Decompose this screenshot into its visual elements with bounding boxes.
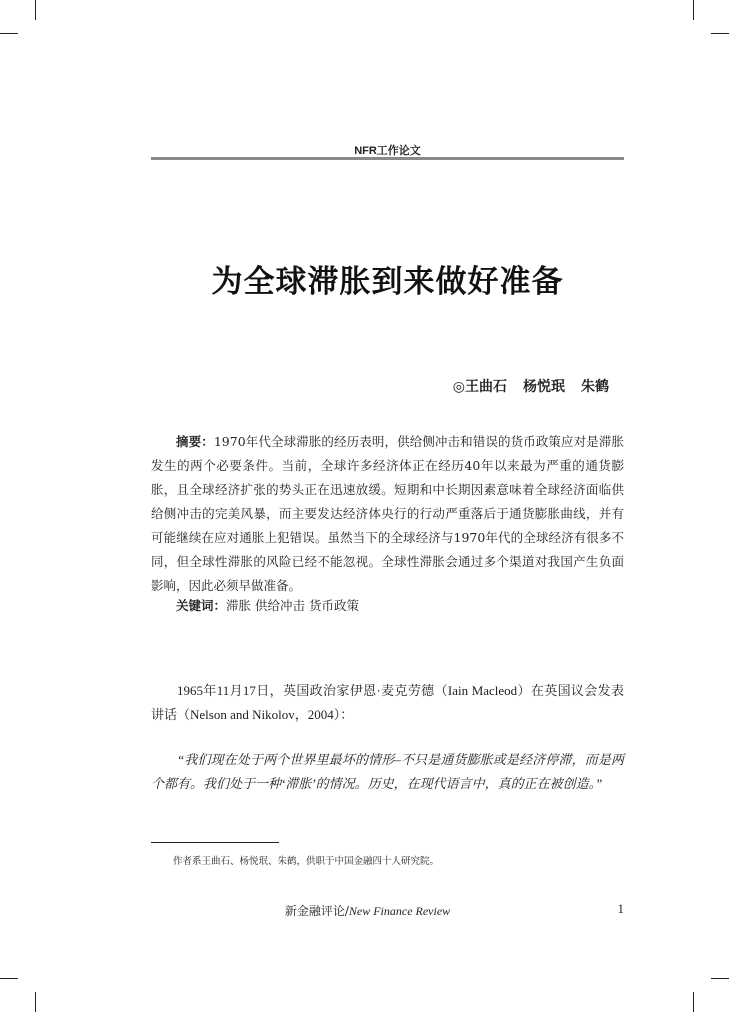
crop-mark-top-right-horizontal	[711, 33, 729, 34]
running-header: NFR工作论文	[354, 145, 421, 157]
block-quote: “我们现在处于两个世界里最坏的情形–不只是通货膨胀或是经济停滞，而是两个都有。我们处于一种‘滞胀’的情况。历史，在现代语言中，真的正在被创造。”	[151, 752, 624, 791]
journal-name-en: New Finance Review	[348, 904, 451, 918]
header-rule	[151, 157, 624, 160]
crop-mark-bottom-left-vertical	[35, 992, 36, 1012]
journal-name-cn: 新金融评论	[284, 904, 345, 918]
crop-mark-top-right-vertical	[693, 0, 694, 20]
keywords	[151, 595, 624, 617]
crop-mark-bottom-right-vertical	[693, 992, 694, 1012]
crop-mark-top-left-vertical	[35, 0, 36, 20]
page-number: 1	[617, 901, 624, 916]
paper-title: 为全球滞胀到来做好准备	[211, 264, 564, 300]
footnote-rule	[151, 842, 279, 843]
author-2: 杨悦珉	[523, 379, 565, 395]
keywords-label: 关键词：	[176, 598, 227, 613]
author-1: ◎王曲石	[452, 379, 507, 395]
crop-mark-top-left-horizontal	[0, 33, 18, 34]
keywords-text: 滞胀 供给冲击 货币政策	[226, 598, 359, 613]
journal-footer	[151, 902, 584, 919]
abstract-label: 摘要：	[176, 434, 214, 449]
author-footnote: 作者系王曲石、杨悦珉、朱鹤，供职于中国金融四十人研究院。	[173, 856, 440, 867]
abstract-text: 1970年代全球滞胀的经历表明，供给侧冲击和错误的货币政策应对是滞胀发生的两个必要条件。当前，全球许多经济体正在经历40年以来最为严重的通货膨胀，且全球经济扩张的势头正在迅速放缓。短期和中长期因素意味着全球经济面临供给侧冲击的完美风暴，而主要发达经济体央行的行动严重落后于通货膨胀曲线，并有可能继续在应对通胀上犯错误。虽然当下的全球经济与1970年代的全球经济有很多不同，但全球性滞胀的风险已经不能忽视。全球性滞胀会通过多个渠道对我国产生负面影响，因此必须早做准备。	[151, 434, 624, 593]
abstract	[151, 430, 624, 598]
body-paragraph: 1965年11月17日，英国政治家伊恩·麦克劳德（Iain Macleod）在英国议会发表讲话（Nelson and Nikolov，2004）：	[151, 683, 624, 722]
crop-mark-bottom-right-horizontal	[711, 978, 729, 979]
crop-mark-bottom-left-horizontal	[0, 978, 18, 979]
journal-separator: /	[344, 904, 349, 918]
author-3: 朱鹤	[581, 379, 609, 395]
author-list	[453, 376, 609, 396]
